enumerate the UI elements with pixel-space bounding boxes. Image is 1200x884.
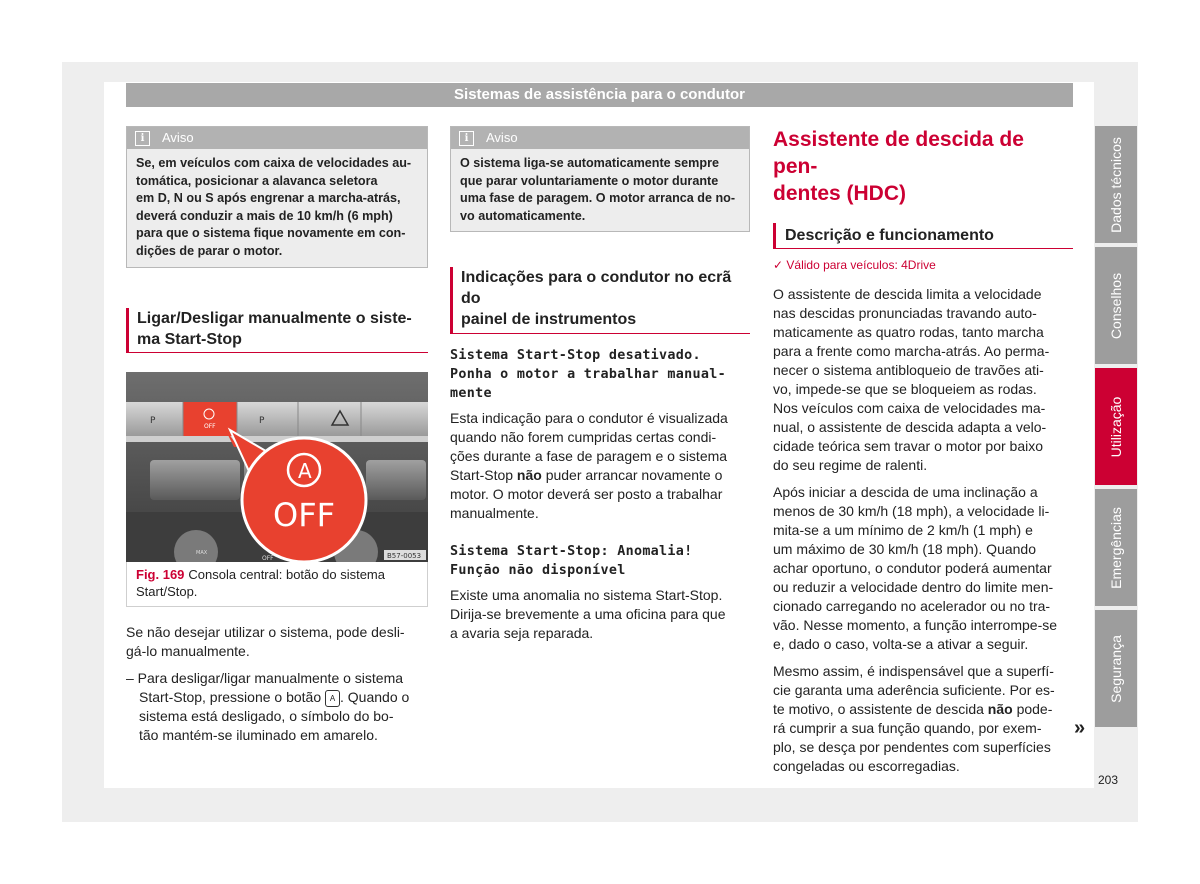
- paragraph-intro: Se não desejar utilizar o sistema, pode desli- gá-lo manualmente.: [126, 623, 405, 659]
- start-stop-button-icon: A: [325, 690, 340, 707]
- message-2-text: Existe uma anomalia no sistema Start-Stop. Dirija-se brevemente a uma oficina para que a avaria seja reparada.: [450, 587, 726, 642]
- warning-label: Aviso: [162, 130, 194, 145]
- section-title-start-stop: Ligar/Desligar manualmente o siste- ma Start-Stop: [126, 308, 428, 353]
- message-2-title: Sistema Start-Stop: Anomalia! Função não disponível: [450, 544, 693, 579]
- svg-text:P: P: [150, 415, 156, 426]
- svg-text:OFF: OFF: [204, 422, 216, 430]
- svg-text:OFF: OFF: [273, 495, 335, 534]
- info-icon: i: [459, 131, 474, 146]
- svg-text:P: P: [259, 415, 265, 426]
- tab-conselhos[interactable]: Conselhos: [1095, 247, 1137, 364]
- column-2: [450, 126, 750, 643]
- continue-marker: »: [1074, 717, 1086, 739]
- message-1-text: Esta indicação para o condutor é visualizada quando não forem cumpridas certas condi- ções durante a fase de paragem e o sistema Start-Stop não puder arrancar novamente o motor. O motor deverá ser posto a trabalhar manualmente.: [450, 410, 728, 522]
- chapter-header: Sistemas de assistência para o condutor: [126, 83, 1073, 107]
- svg-text:B57-0053: B57-0053: [387, 551, 422, 560]
- hdc-title: Assistente de descida de pen- dentes (HDC): [773, 128, 1024, 205]
- warning-label: Aviso: [486, 130, 518, 145]
- validity-note: ✓ Válido para veículos: 4Drive: [773, 258, 936, 272]
- warning-box-1: [126, 126, 428, 268]
- svg-text:A: A: [298, 458, 312, 483]
- column-1: [126, 126, 428, 745]
- svg-text:MAX: MAX: [196, 549, 208, 556]
- console-illustration: [126, 372, 428, 562]
- figure-console: [126, 372, 428, 562]
- hdc-paragraph-2: Após iniciar a descida de uma inclinação a menos de 30 km/h (18 mph), a velocidade li- mita-se a um mínimo de 2 km/h (1 mph) e um máximo de 30 km/h (18 mph). Quando achar oportuno, o condutor poderá aumentar ou reduzir a velocidade dentro do limite men- cionado carregando no acelerador ou no tra- vão. Nesse momento, a função interrompe-se e, dado o caso, volta-se a ativar a seguir.: [773, 484, 1058, 652]
- instruction-list: – Para desligar/ligar manualmente o sistema Start-Stop, pressione o botão A . Quando o sistema está desligado, o símbolo do bo- tão mantém-se iluminado em amarelo.: [126, 669, 410, 743]
- tab-seguranca[interactable]: Segurança: [1095, 610, 1137, 727]
- tab-utilizacao[interactable]: Utilização: [1095, 368, 1137, 485]
- message-1-title: Sistema Start-Stop desativado. Ponha o motor a trabalhar manual- mente: [450, 348, 726, 402]
- tab-dados-tecnicos[interactable]: Dados técnicos: [1095, 126, 1137, 243]
- info-icon: i: [135, 131, 150, 146]
- hdc-subtitle: Descrição e funcionamento: [773, 223, 1073, 248]
- column-3: [773, 126, 1073, 776]
- warning-text: O sistema liga-se automaticamente sempre que parar voluntariamente o motor durante uma fase de paragem. O motor arranca de no- vo automaticamente.: [460, 156, 736, 223]
- figure-caption: Fig. 169 Consola central: botão do sistema Start/Stop.: [126, 562, 428, 607]
- hdc-paragraph-1: O assistente de descida limita a velocidade nas descidas pronunciadas travando auto- maticamente as quatro rodas, tanto marcha para a frente como marcha-atrás. Ao perma- necer o sistema antibloqueio de travões ati- vo, impede-se que se bloqueiem as rodas. Nos veículos com caixa de velocidades ma- nual, o assistente de descida adapta a velo- cidade teórica sem travar o motor por baixo do seu regime de ralenti.: [773, 286, 1050, 473]
- section-title-indicacoes: Indicações para o condutor no ecrã do painel de instrumentos: [450, 267, 750, 333]
- page-number: 203: [1098, 773, 1119, 787]
- warning-box-2: [450, 126, 750, 232]
- warning-text: Se, em veículos com caixa de velocidades au- tomática, posicionar a alavanca seletora em D, N ou S após engrenar a marcha-atrás, deverá conduzir a mais de 10 km/h (6 mph) para que o sistema fique novamente em con- dições de parar o motor.: [136, 156, 412, 258]
- hdc-paragraph-3: Mesmo assim, é indispensável que a superfí- cie garanta uma aderência suficiente. Por es- te motivo, o assistente de descida não pode- rá cumprir a sua função quando, por exem- plo, se desça por pendentes com superfícies congeladas ou escorregadias.: [773, 663, 1055, 774]
- svg-text:OFF: OFF: [262, 554, 274, 562]
- tab-emergencias[interactable]: Emergências: [1095, 489, 1137, 606]
